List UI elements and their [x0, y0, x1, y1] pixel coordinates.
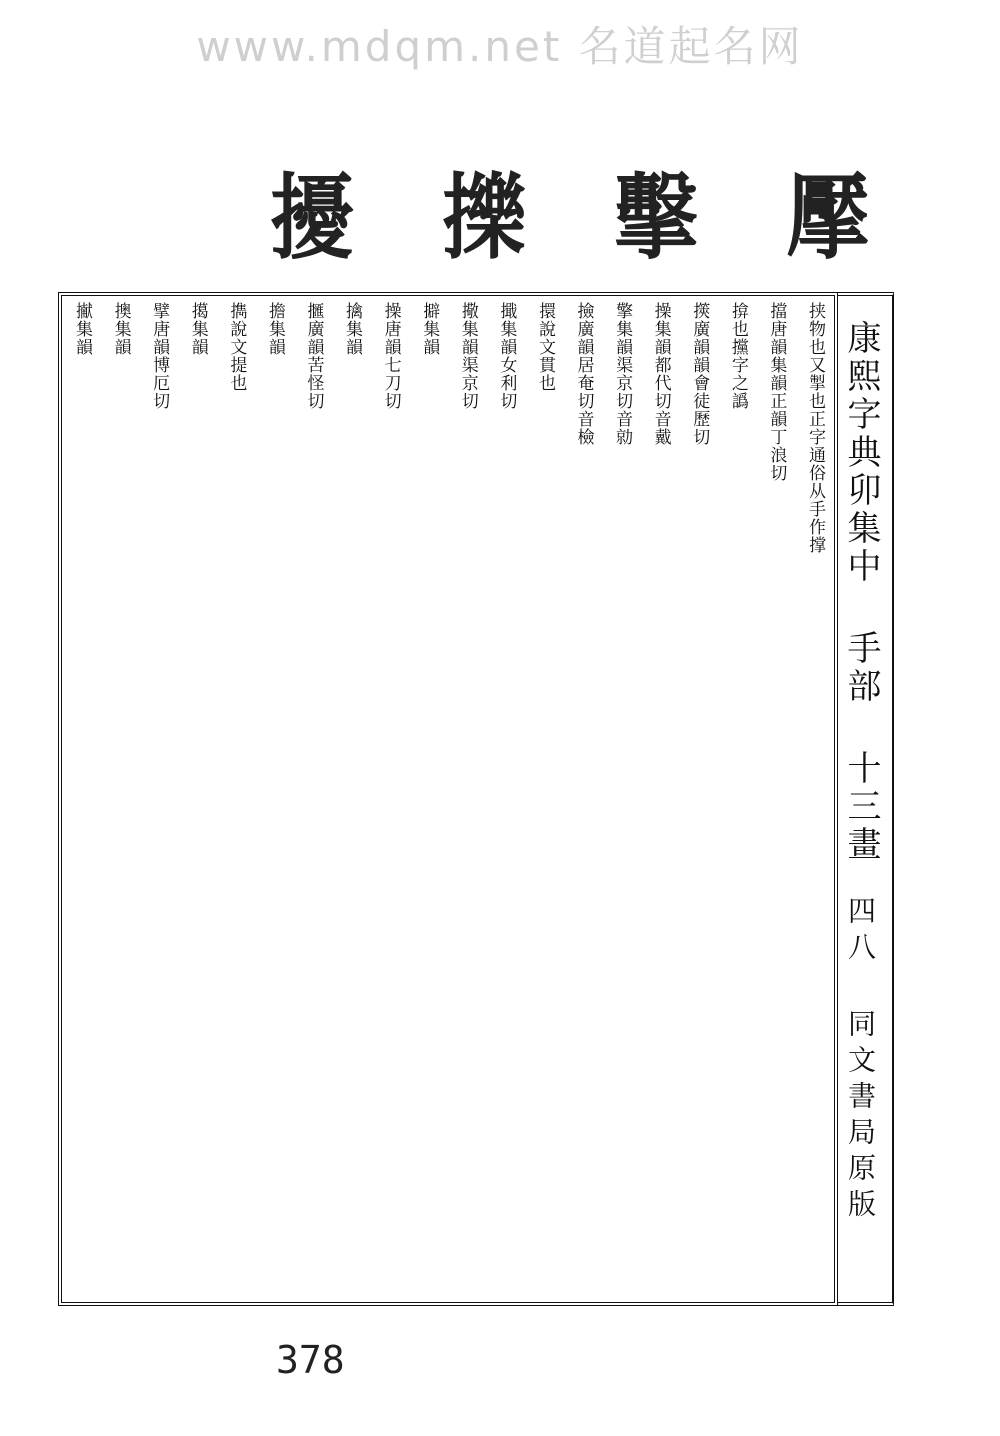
text-column: 擕說文提也 — [226, 302, 247, 392]
text-column: 擐說文貫也 — [534, 302, 555, 392]
page-number: 378 — [276, 1338, 345, 1382]
margin-footer — [844, 896, 877, 1225]
text-column: 擎集韻渠京切音勍 — [612, 302, 633, 446]
seal-character: 擪 — [785, 163, 870, 272]
text-column: 擙集韻 — [110, 302, 131, 356]
publisher-label: 同文書局原版 — [844, 1009, 877, 1225]
seal-character: 擽 — [441, 163, 526, 272]
page-margin-column — [838, 292, 894, 1306]
text-column: 擑集韻女利切 — [496, 302, 517, 410]
main-text-frame — [58, 292, 838, 1306]
volume-label: 卯集中 — [841, 472, 881, 586]
radical-section: 手部 — [841, 630, 881, 706]
text-column: 操唐韻七刀切 — [380, 302, 401, 410]
text-column: 擜集韻 — [72, 302, 92, 356]
text-column: 揜也攩字之譌 — [727, 302, 748, 410]
dictionary-columns — [70, 302, 826, 1296]
stroke-count: 十三畫 — [841, 750, 881, 864]
margin-header — [841, 320, 881, 864]
folio-number: 四八 — [844, 896, 877, 968]
text-column: 擓廣韻苦怪切 — [303, 302, 324, 410]
text-column: 操集韻都代切音戴 — [650, 302, 671, 446]
watermark-text: www.mdqm.net 名道起名网 — [196, 22, 804, 71]
dictionary-title: 康熙字典 — [841, 320, 881, 472]
text-column: 擋唐韻集韻正韻丁浪切 — [766, 302, 787, 482]
text-column: 擔集韻 — [264, 302, 285, 356]
text-column: 撿廣韻居奄切音檢 — [573, 302, 594, 446]
text-column: 擌廣韻韻會徒歷切 — [689, 302, 710, 446]
text-column: 擗集韻 — [419, 302, 440, 356]
text-column: 擘唐韻博厄切 — [149, 302, 170, 410]
text-column: 擖集韻 — [187, 302, 208, 356]
text-column: 擏集韻渠京切 — [457, 302, 478, 410]
text-column: 擒集韻 — [342, 302, 363, 356]
seal-character: 擊 — [613, 163, 698, 272]
seal-character: 擾 — [270, 163, 355, 272]
seal-script-row — [270, 163, 870, 272]
text-column: 挟物也又掣也正字通俗从手作撑 — [804, 302, 825, 554]
